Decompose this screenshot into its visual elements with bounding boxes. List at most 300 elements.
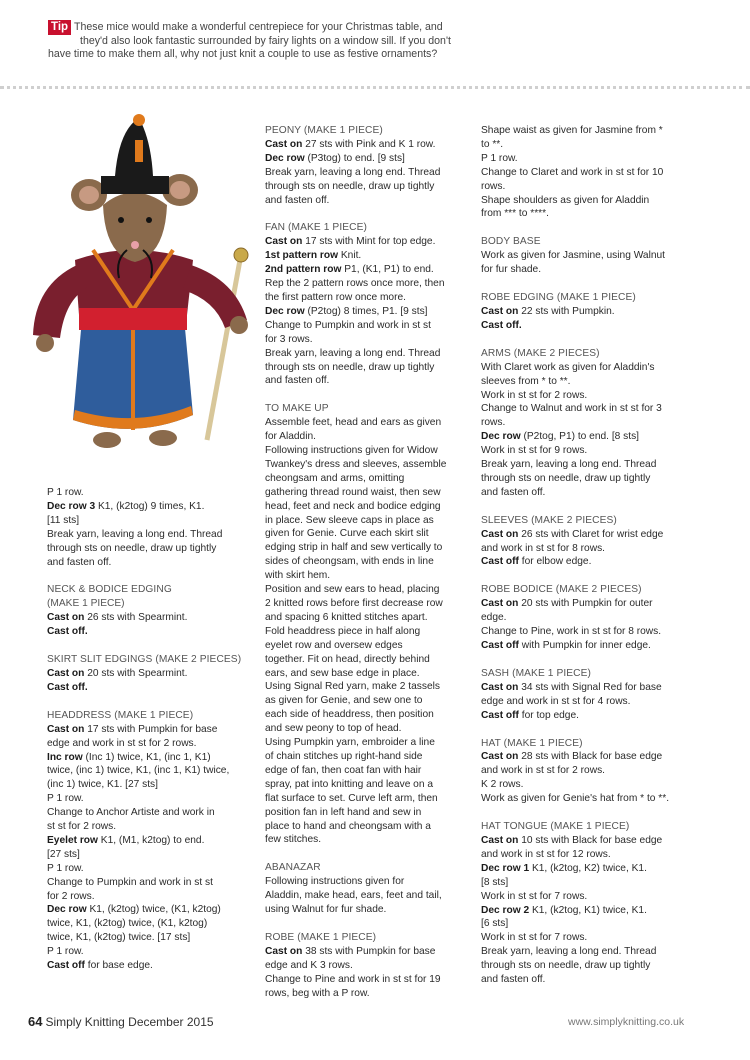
- text-line: [265, 973, 465, 987]
- text-segment: and sew peony to top of head.: [265, 723, 402, 735]
- text-line: [265, 889, 465, 903]
- text-line: [481, 681, 691, 695]
- bold-term: Cast on: [265, 138, 303, 150]
- text-line: [481, 305, 691, 319]
- text-segment: 22 sts with Pumpkin.: [518, 305, 615, 317]
- tip-line-1: Tip These mice would make a wonderful centrepiece for your Christmas table, and: [48, 20, 478, 35]
- text-segment: each side of headdress, then position: [265, 709, 434, 721]
- text-segment: Fold headdress piece in half along: [265, 625, 421, 637]
- text-segment: PEONY (MAKE 1 PIECE): [265, 125, 383, 136]
- text-segment: edge of fan, then coat fan with hair: [265, 764, 422, 776]
- text-segment: K1, (k2tog) twice, (K1, k2tog): [86, 904, 221, 916]
- text-line: [481, 542, 691, 556]
- text-segment: Work in st st for 7 rows.: [481, 890, 588, 902]
- text-line: [265, 708, 465, 722]
- text-segment: and work in st st for 12 rows.: [481, 848, 611, 860]
- text-segment: HAT TONGUE (MAKE 1 PIECE): [481, 821, 630, 833]
- text-segment: 26 sts with Spearmint.: [84, 612, 188, 624]
- text-segment: for Aladdin.: [265, 431, 316, 443]
- text-line: [265, 611, 465, 625]
- section-heading: [481, 583, 691, 597]
- text-line: [265, 347, 465, 361]
- text-segment: cheongsam and arms, omitting: [265, 472, 405, 484]
- text-line: [481, 528, 691, 542]
- text-segment: (P2tog) 8 times, P1. [9 sts]: [304, 305, 428, 317]
- text-segment: given for Genie. Curve each skirt slit: [265, 528, 429, 540]
- text-line: [265, 667, 465, 681]
- text-line: [265, 374, 465, 388]
- text-segment: for base edge.: [84, 960, 153, 972]
- text-line: [481, 834, 691, 848]
- text-line: [481, 444, 691, 458]
- bold-term: Cast on: [481, 751, 519, 763]
- tip-line-3: have time to make them all, why not just knit a couple to use as festive ornaments?: [48, 48, 438, 60]
- text-segment: using Walnut for fur shade.: [265, 904, 387, 916]
- section-heading: [481, 737, 691, 751]
- text-segment: 27 sts with Pink and K 1 row.: [302, 138, 436, 150]
- text-line: [481, 917, 691, 931]
- text-segment: SKIRT SLIT EDGINGS (MAKE 2 PIECES): [47, 654, 242, 666]
- text-segment: Break yarn, leaving a long end. Thread: [47, 528, 223, 540]
- text-line: [481, 430, 691, 444]
- text-segment: of chain stitches up right-hand side: [265, 750, 423, 762]
- text-line: [47, 903, 247, 917]
- text-segment: FAN (MAKE 1 PIECE): [265, 222, 367, 234]
- text-line: [481, 152, 691, 166]
- bold-term: Cast on: [47, 723, 85, 735]
- text-line: [481, 792, 691, 806]
- bold-term: Dec row: [265, 152, 305, 164]
- text-line: [481, 959, 691, 973]
- bold-term: Cast on: [47, 667, 85, 679]
- text-line: [265, 833, 465, 847]
- bold-term: Cast on: [481, 681, 519, 693]
- bold-term: Cast on: [47, 612, 85, 624]
- text-line: [265, 694, 465, 708]
- text-segment: with Pumpkin for inner edge.: [518, 640, 651, 651]
- text-segment: through sts on needle, draw up tightly: [47, 542, 217, 554]
- section-heading: [265, 931, 465, 945]
- text-line: [481, 904, 691, 918]
- text-segment: rows, beg with a P row.: [265, 987, 370, 999]
- text-line: [481, 764, 691, 778]
- text-line: [265, 653, 465, 667]
- text-line: [265, 987, 465, 1001]
- bold-term: Cast on: [481, 305, 519, 317]
- text-line: [47, 778, 247, 792]
- tip-badge: Tip: [48, 20, 71, 35]
- text-segment: and work in st st for 2 rows.: [481, 765, 605, 777]
- text-line: [481, 862, 691, 876]
- text-line: [481, 555, 691, 569]
- text-segment: 28 sts with Black for base edge: [518, 751, 663, 763]
- text-segment: and work in st st for 8 rows.: [481, 542, 605, 554]
- text-segment: from *** to ****.: [481, 208, 549, 220]
- text-line: [481, 458, 691, 472]
- text-line: [481, 639, 691, 653]
- text-segment: ROBE EDGING (MAKE 1 PIECE): [481, 292, 636, 304]
- text-segment: With Claret work as given for Aladdin's: [481, 361, 655, 373]
- text-line: [47, 514, 247, 528]
- text-line: [481, 890, 691, 904]
- text-line: [481, 625, 691, 639]
- section-heading: [47, 583, 247, 597]
- text-segment: Following instructions given for Widow: [265, 445, 438, 457]
- text-segment: Work in st st for 7 rows.: [481, 932, 588, 944]
- text-line: [47, 500, 247, 514]
- column-right: [481, 124, 691, 987]
- bold-term: Cast on: [481, 598, 519, 610]
- text-line: [481, 876, 691, 890]
- text-segment: ROBE (MAKE 1 PIECE): [265, 931, 377, 943]
- text-line: [47, 862, 247, 876]
- text-segment: Aladdin, make head, ears, feet and tail,: [265, 890, 442, 902]
- text-line: [265, 500, 465, 514]
- section-heading: [47, 653, 247, 667]
- bold-term: Inc row: [47, 751, 83, 763]
- text-segment: Rep the 2 pattern rows once more, then: [265, 278, 445, 290]
- text-segment: Break yarn, leaving a long end. Thread: [265, 166, 441, 178]
- text-segment: 10 sts with Black for base edge: [518, 834, 663, 846]
- text-line: [265, 639, 465, 653]
- bold-term: Eyelet row: [47, 834, 98, 846]
- text-line: [47, 556, 247, 570]
- section-heading: [481, 514, 691, 528]
- bold-term: Cast off: [481, 640, 519, 651]
- text-segment: P 1 row.: [47, 487, 84, 498]
- text-segment: Shape shoulders as given for Aladdin: [481, 194, 650, 206]
- text-line: [47, 820, 247, 834]
- text-segment: Twankey's dress and sleeves, assemble: [265, 458, 447, 470]
- text-line: [265, 625, 465, 639]
- text-segment: Change to Claret and work in st st for 10: [481, 166, 664, 178]
- text-line: [481, 138, 691, 152]
- bold-term: Dec row: [265, 305, 305, 317]
- text-segment: and spacing 6 knitted stitches apart.: [265, 611, 428, 623]
- text-line: [47, 625, 247, 639]
- text-segment: P1, (K1, P1) to end.: [341, 264, 434, 276]
- text-segment: (P3tog) to end. [9 sts]: [304, 152, 405, 164]
- text-segment: to **.: [481, 138, 504, 150]
- text-line: [47, 806, 247, 820]
- text-segment: and fasten off.: [481, 486, 546, 498]
- text-segment: Knit.: [338, 250, 362, 262]
- section-heading: [265, 402, 465, 416]
- text-segment: Work as given for Jasmine, using Walnut: [481, 250, 666, 262]
- text-line: [265, 820, 465, 834]
- text-line: [481, 124, 691, 138]
- text-segment: for elbow edge.: [518, 556, 592, 568]
- text-segment: spray, pat into knitting and leave on a: [265, 778, 434, 790]
- text-segment: through sts on needle, draw up tightly: [481, 960, 651, 972]
- bold-term: 2nd pattern row: [265, 264, 342, 276]
- text-segment: and fasten off.: [481, 974, 546, 986]
- bold-term: Cast off.: [481, 319, 522, 331]
- text-line: [481, 319, 691, 333]
- text-line: [481, 194, 691, 208]
- text-line: [265, 138, 465, 152]
- text-segment: P 1 row.: [481, 152, 518, 164]
- bold-term: Dec row: [47, 904, 87, 916]
- text-line: [265, 959, 465, 973]
- text-line: [265, 444, 465, 458]
- bold-term: Dec row 1: [481, 862, 530, 874]
- text-line: [265, 903, 465, 917]
- text-segment: ARMS (MAKE 2 PIECES): [481, 347, 600, 359]
- text-segment: Change to Pine, work in st st for 8 rows.: [481, 626, 662, 638]
- text-line: [265, 792, 465, 806]
- text-segment: 2 knitted rows before first decrease row: [265, 598, 443, 609]
- text-segment: and fasten off.: [265, 194, 330, 206]
- text-segment: Break yarn, leaving a long end. Thread: [481, 459, 657, 471]
- text-segment: NECK & BODICE EDGING: [47, 584, 172, 596]
- column-middle: [265, 124, 465, 1000]
- text-line: [265, 194, 465, 208]
- text-segment: (Inc 1) twice, K1, (inc 1, K1): [82, 751, 211, 763]
- column-left: [47, 486, 247, 973]
- text-line: [481, 611, 691, 625]
- text-segment: Break yarn, leaving a long end. Thread: [481, 946, 657, 958]
- text-line: [265, 249, 465, 263]
- bold-term: Cast off.: [47, 681, 88, 693]
- text-segment: Position and sew ears to head, placing: [265, 584, 440, 596]
- text-line: [265, 472, 465, 486]
- text-segment: the first pattern row once more.: [265, 291, 406, 303]
- text-segment: together. Fit on head, directly behind: [265, 653, 430, 665]
- text-line: [265, 333, 465, 347]
- text-segment: Assemble feet, head and ears as given: [265, 417, 442, 429]
- bold-term: 1st pattern row: [265, 250, 339, 262]
- text-line: [47, 876, 247, 890]
- text-segment: 26 sts with Claret for wrist edge: [518, 528, 664, 540]
- text-line: [47, 792, 247, 806]
- text-segment: in place. Sew sleeve caps in place as: [265, 514, 434, 526]
- text-segment: HEADDRESS (MAKE 1 PIECE): [47, 709, 194, 721]
- text-line: [47, 486, 247, 500]
- text-segment: Work as given for Genie's hat from * to **.: [481, 793, 670, 805]
- text-segment: for fur shade.: [481, 264, 542, 276]
- text-line: [265, 722, 465, 736]
- text-line: [481, 375, 691, 389]
- text-segment: Change to Pine and work in st st for 19: [265, 973, 441, 985]
- text-line: [265, 458, 465, 472]
- text-segment: edge and work in st st for 2 rows.: [47, 737, 197, 749]
- text-segment: edging strip in half and sew vertically to: [265, 542, 443, 554]
- text-segment: (inc 1) twice, K1. [27 sts]: [47, 779, 158, 791]
- text-segment: gathering thread round waist, then sew: [265, 486, 441, 498]
- section-heading: [481, 291, 691, 305]
- dotted-divider: [0, 86, 750, 89]
- text-line: [265, 152, 465, 166]
- text-segment: for 2 rows.: [47, 890, 95, 902]
- text-line: [265, 361, 465, 375]
- text-line: [265, 750, 465, 764]
- text-line: [481, 945, 691, 959]
- text-segment: Using Pumpkin yarn, embroider a line: [265, 737, 435, 749]
- text-line: [481, 263, 691, 277]
- text-line: [47, 931, 247, 945]
- text-line: [481, 597, 691, 611]
- text-segment: Following instructions given for: [265, 876, 405, 888]
- text-line: [265, 736, 465, 750]
- tip-line-2: they'd also look fantastic surrounded by fairy lights on a window sill. If you don't: [80, 35, 451, 47]
- text-segment: Work in st st for 2 rows.: [481, 389, 588, 401]
- text-line: [481, 361, 691, 375]
- text-segment: for 3 rows.: [265, 333, 313, 345]
- text-segment: edge and work in st st for 4 rows.: [481, 695, 631, 707]
- bold-term: Cast on: [265, 236, 303, 248]
- text-segment: ROBE BODICE (MAKE 2 PIECES): [481, 584, 642, 596]
- text-line: [47, 764, 247, 778]
- footer-website: www.simplyknitting.co.uk: [568, 1016, 685, 1028]
- text-segment: Change to Anchor Artiste and work in: [47, 807, 215, 819]
- text-line: [265, 875, 465, 889]
- text-segment: through sts on needle, draw up tightly: [481, 472, 651, 484]
- magazine-issue: Simply Knitting December 2015: [45, 1015, 214, 1029]
- text-line: [47, 848, 247, 862]
- text-line: [481, 207, 691, 221]
- text-segment: (P2tog, P1) to end. [8 sts]: [520, 431, 639, 443]
- text-line: [481, 973, 691, 987]
- text-line: [265, 680, 465, 694]
- text-segment: K1, (k2tog) 9 times, K1.: [95, 500, 205, 512]
- text-segment: HAT (MAKE 1 PIECE): [481, 737, 583, 749]
- text-segment: twice, K1, (k2tog) twice, (K1, k2tog): [47, 918, 208, 930]
- text-line: [265, 291, 465, 305]
- text-segment: K1, (k2tog, K1) twice, K1.: [529, 904, 647, 916]
- text-line: [481, 486, 691, 500]
- text-segment: 20 sts with Spearmint.: [84, 667, 188, 679]
- text-segment: twice, K1, (k2tog) twice. [17 sts]: [47, 932, 191, 944]
- text-line: [265, 806, 465, 820]
- text-line: [47, 751, 247, 765]
- text-line: [481, 180, 691, 194]
- text-line: [481, 931, 691, 945]
- bold-term: Dec row 3: [47, 500, 96, 512]
- text-segment: Change to Walnut and work in st st for 3: [481, 403, 662, 415]
- text-line: [47, 890, 247, 904]
- text-line: [481, 166, 691, 180]
- text-line: [481, 402, 691, 416]
- text-segment: through sts on needle, draw up tightly: [265, 180, 435, 192]
- text-line: [481, 778, 691, 792]
- text-segment: as given for Genie, and sew one to: [265, 695, 423, 707]
- text-segment: place to hand and cheongsam with a: [265, 820, 431, 832]
- text-segment: sides of cheongsam, with ends in line: [265, 556, 434, 568]
- text-line: [265, 486, 465, 500]
- text-line: [265, 555, 465, 569]
- text-line: [47, 542, 247, 556]
- section-heading: [481, 235, 691, 249]
- text-segment: twice, (inc 1) twice, K1, (inc 1, K1) twice,: [47, 765, 230, 777]
- text-segment: Change to Pumpkin and work in st st: [265, 319, 431, 331]
- bold-term: Cast off: [481, 709, 519, 721]
- tip-box: [48, 20, 478, 61]
- text-line: [265, 569, 465, 583]
- text-line: [47, 611, 247, 625]
- text-line: [47, 681, 247, 695]
- text-segment: and fasten off.: [265, 375, 330, 387]
- text-segment: [11 sts]: [47, 514, 80, 526]
- bold-term: Cast off: [47, 960, 85, 972]
- text-segment: 34 sts with Signal Red for base: [518, 681, 662, 693]
- text-line: [47, 834, 247, 848]
- text-segment: 20 sts with Pumpkin for outer: [518, 598, 653, 610]
- text-segment: [8 sts]: [481, 876, 509, 888]
- text-segment: Shape waist as given for Jasmine from *: [481, 125, 663, 136]
- text-line: [265, 541, 465, 555]
- text-line: [265, 319, 465, 333]
- text-line: [481, 249, 691, 263]
- section-heading: [481, 347, 691, 361]
- text-line: [47, 917, 247, 931]
- section-heading: [47, 709, 247, 723]
- text-segment: few stitches.: [265, 834, 322, 846]
- text-segment: SASH (MAKE 1 PIECE): [481, 667, 592, 679]
- text-line: [265, 263, 465, 277]
- text-segment: rows.: [481, 180, 506, 192]
- text-line: [265, 180, 465, 194]
- text-line: [481, 848, 691, 862]
- text-segment: position fan in left hand and sew in: [265, 806, 422, 818]
- text-segment: K 2 rows.: [481, 779, 524, 791]
- text-segment: ears, and sew base edge in place.: [265, 667, 420, 679]
- text-segment: through sts on needle, draw up tightly: [265, 361, 435, 373]
- text-segment: sleeves from * to **.: [481, 375, 571, 387]
- text-segment: and fasten off.: [47, 556, 112, 568]
- text-segment: with skirt hem.: [265, 570, 331, 582]
- text-line: [481, 750, 691, 764]
- section-heading: [265, 861, 465, 875]
- text-line: [481, 695, 691, 709]
- footer-magazine: [28, 1014, 214, 1029]
- text-line: [47, 597, 247, 611]
- text-line: [265, 430, 465, 444]
- text-line: [265, 583, 465, 597]
- knitted-mouse-illustration: [15, 110, 255, 460]
- bold-term: Dec row: [481, 431, 521, 443]
- bold-term: Cast on: [481, 834, 519, 846]
- text-line: [47, 945, 247, 959]
- text-segment: 38 sts with Pumpkin for base: [302, 945, 436, 957]
- bold-term: Dec row 2: [481, 904, 530, 916]
- text-line: [265, 945, 465, 959]
- bold-term: Cast on: [481, 528, 519, 540]
- text-segment: (MAKE 1 PIECE): [47, 598, 125, 610]
- bold-term: Cast off: [481, 556, 519, 568]
- text-segment: Break yarn, leaving a long end. Thread: [265, 347, 441, 359]
- text-segment: TO MAKE UP: [265, 403, 329, 415]
- text-segment: [6 sts]: [481, 918, 509, 930]
- text-line: [265, 235, 465, 249]
- text-line: [47, 959, 247, 973]
- text-segment: edge and K 3 rows.: [265, 959, 353, 971]
- text-line: [481, 416, 691, 430]
- text-segment: [27 sts]: [47, 848, 80, 860]
- text-segment: BODY BASE: [481, 236, 541, 248]
- text-segment: K1, (k2tog, K2) twice, K1.: [529, 862, 647, 874]
- text-segment: P 1 row.: [47, 793, 84, 805]
- text-segment: Using Signal Red yarn, make 2 tassels: [265, 681, 440, 693]
- text-line: [265, 305, 465, 319]
- section-heading: [481, 667, 691, 681]
- text-segment: P 1 row.: [47, 862, 84, 874]
- text-line: [265, 764, 465, 778]
- text-segment: for top edge.: [518, 709, 579, 721]
- text-line: [47, 737, 247, 751]
- bold-term: Cast off.: [47, 626, 88, 638]
- text-segment: Change to Pumpkin and work in st st: [47, 876, 213, 888]
